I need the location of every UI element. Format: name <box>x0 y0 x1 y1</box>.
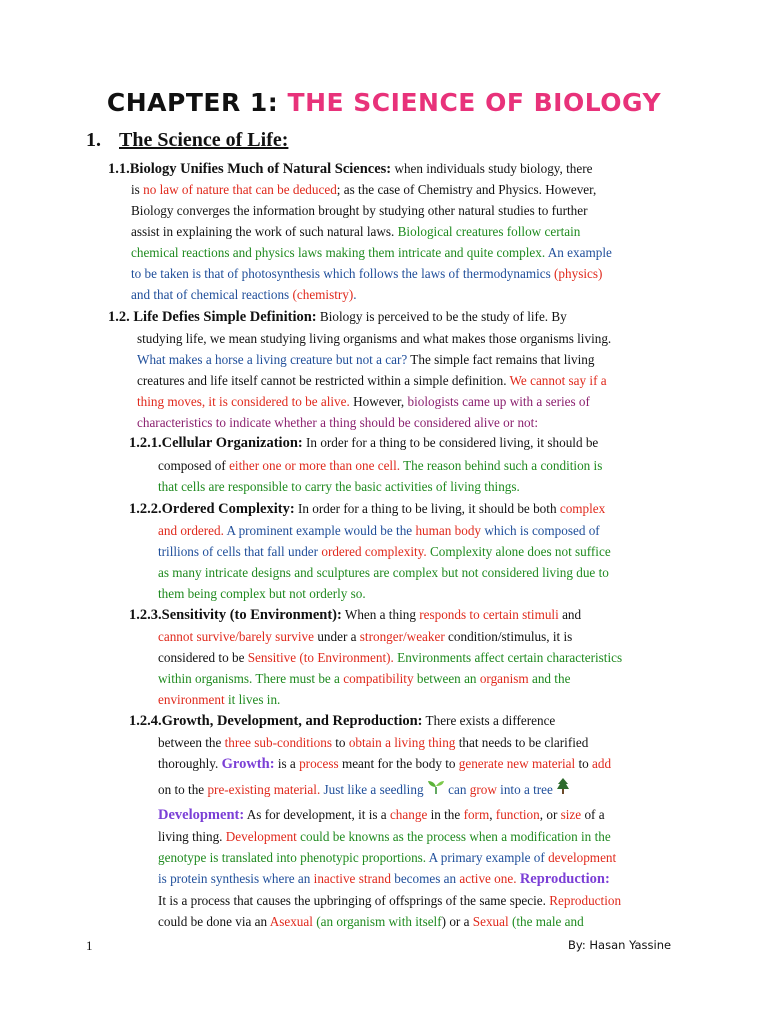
paragraph-line: 1.2.2.Ordered Complexity: In order for a thing to be living, it should be both complex <box>129 501 606 517</box>
section-number: 1. <box>86 129 101 151</box>
subsection-1-2-4 <box>129 710 555 732</box>
subsection-1-2-4-body <box>158 732 611 800</box>
paragraph-line: and ordered. A prominent example would be the human body which is composed of <box>158 523 600 538</box>
subsection-heading: 1.2. Life Defies Simple Definition: <box>108 309 317 325</box>
paragraph-line: on to the pre-existing material. Just like a seedling can grow into a tree <box>158 778 611 800</box>
section-title: The Science of Life: <box>119 129 289 151</box>
section-heading <box>86 129 288 152</box>
paragraph-line: considered to be Sensitive (to Environment). Environments affect certain characteristics <box>158 650 623 665</box>
subsection-heading: 1.2.3.Sensitivity (to Environment): <box>129 607 342 623</box>
paragraph-line: within organisms. There must be a compatibility between an organism and the <box>158 671 571 686</box>
subsection-1-2-4-development <box>158 804 621 932</box>
paragraph-line: 1.2.3.Sensitivity (to Environment): When a thing responds to certain stimuli and <box>129 607 582 623</box>
chapter-title-text: THE SCIENCE OF BIOLOGY <box>287 88 662 117</box>
seedling-icon <box>427 779 445 800</box>
paragraph-line: genotype is translated into phenotypic proportions. A primary example of development <box>158 850 617 865</box>
subsection-1-2-3 <box>129 604 581 626</box>
subsection-1-2-1-body <box>158 455 602 497</box>
paragraph-line: Biology converges the information brought by studying other natural studies to further <box>131 203 588 218</box>
paragraph-line: 1.2.4.Growth, Development, and Reproduction: There exists a difference <box>129 713 556 729</box>
subsection-heading: 1.2.1.Cellular Organization: <box>129 435 303 451</box>
paragraph-line: Development: As for development, it is a change in the form, function, or size of a <box>158 807 605 823</box>
paragraph-line: thoroughly. Growth: is a process meant for the body to generate new material to add <box>158 756 612 772</box>
paragraph-line: and that of chemical reactions (chemistry). <box>131 287 357 302</box>
subsection-heading: 1.2.4.Growth, Development, and Reproduction: <box>129 713 423 729</box>
subsection-1-2-1 <box>129 432 598 454</box>
subsection-1-2-2-body <box>158 520 611 604</box>
paragraph-line: What makes a horse a living creature but not a car? The simple fact remains that living <box>137 352 595 367</box>
paragraph-line: could be done via an Asexual (an organism with itself) or a Sexual (the male and <box>158 914 584 929</box>
paragraph-line: that cells are responsible to carry the basic activities of living things. <box>158 479 520 494</box>
paragraph-line: 1.1.Biology Unifies Much of Natural Sciences: when individuals study biology, there <box>108 161 593 177</box>
development-term: Development: <box>158 807 245 823</box>
subsection-heading: 1.2.2.Ordered Complexity: <box>129 501 295 517</box>
paragraph-line: living thing. Development could be knowns as the process when a modification in the <box>158 829 611 844</box>
paragraph-line: to be taken is that of photosynthesis which follows the laws of thermodynamics (physics) <box>131 266 603 281</box>
paragraph-line: 1.2.1.Cellular Organization: In order for a thing to be considered living, it should be <box>129 435 599 451</box>
paragraph-line: It is a process that causes the upbringing of offsprings of the same specie. Reproduction <box>158 893 622 908</box>
subsection-1-2-3-body <box>158 626 622 710</box>
paragraph-line: 1.2. Life Defies Simple Definition: Biology is perceived to be the study of life. By <box>108 309 567 325</box>
paragraph-line: between the three sub-conditions to obtain a living thing that needs to be clarified <box>158 735 589 750</box>
paragraph-line: chemical reactions and physics laws making them intricate and quite complex. An example <box>131 245 612 260</box>
subsection-1-1 <box>108 158 592 180</box>
paragraph-line: creatures and life itself cannot be restricted within a simple definition. We cannot say if a <box>137 373 607 388</box>
subsection-1-2 <box>108 306 567 328</box>
subsection-1-1-body <box>131 179 612 305</box>
paragraph-line: cannot survive/barely survive under a stronger/weaker condition/stimulus, it is <box>158 629 573 644</box>
chapter-title-prefix: CHAPTER 1: <box>106 88 279 117</box>
paragraph-line: environment it lives in. <box>158 692 281 707</box>
subsection-heading: 1.1.Biology Unifies Much of Natural Sciences: <box>108 161 392 177</box>
paragraph-line: is no law of nature that can be deduced; as the case of Chemistry and Physics. However, <box>131 182 597 197</box>
paragraph-line: them being complex but not orderly so. <box>158 586 366 601</box>
paragraph-line: characteristics to indicate whether a thing should be considered alive or not: <box>137 415 538 430</box>
paragraph-line: thing moves, it is considered to be alive. However, biologists came up with a series of <box>137 394 590 409</box>
chapter-title <box>0 88 768 117</box>
paragraph-line: as many intricate designs and sculptures are complex but not considered living due to <box>158 565 609 580</box>
author-credit: By: Hasan Yassine <box>568 938 672 952</box>
paragraph-line: studying life, we mean studying living organisms and what makes those organisms living. <box>137 331 612 346</box>
subsection-1-2-body <box>137 328 611 433</box>
paragraph-line: assist in explaining the work of such natural laws. Biological creatures follow certain <box>131 224 581 239</box>
paragraph-line: trillions of cells that fall under ordered complexity. Complexity alone does not suffice <box>158 544 611 559</box>
paragraph-line: is protein synthesis where an inactive strand becomes an active one. Reproduction: <box>158 871 610 887</box>
page-number: 1 <box>86 938 93 953</box>
reproduction-term: Reproduction: <box>519 871 610 887</box>
paragraph-line: composed of either one or more than one cell. The reason behind such a condition is <box>158 458 603 473</box>
subsection-1-2-2 <box>129 498 605 520</box>
growth-term: Growth: <box>221 756 275 772</box>
tree-icon <box>556 778 570 800</box>
